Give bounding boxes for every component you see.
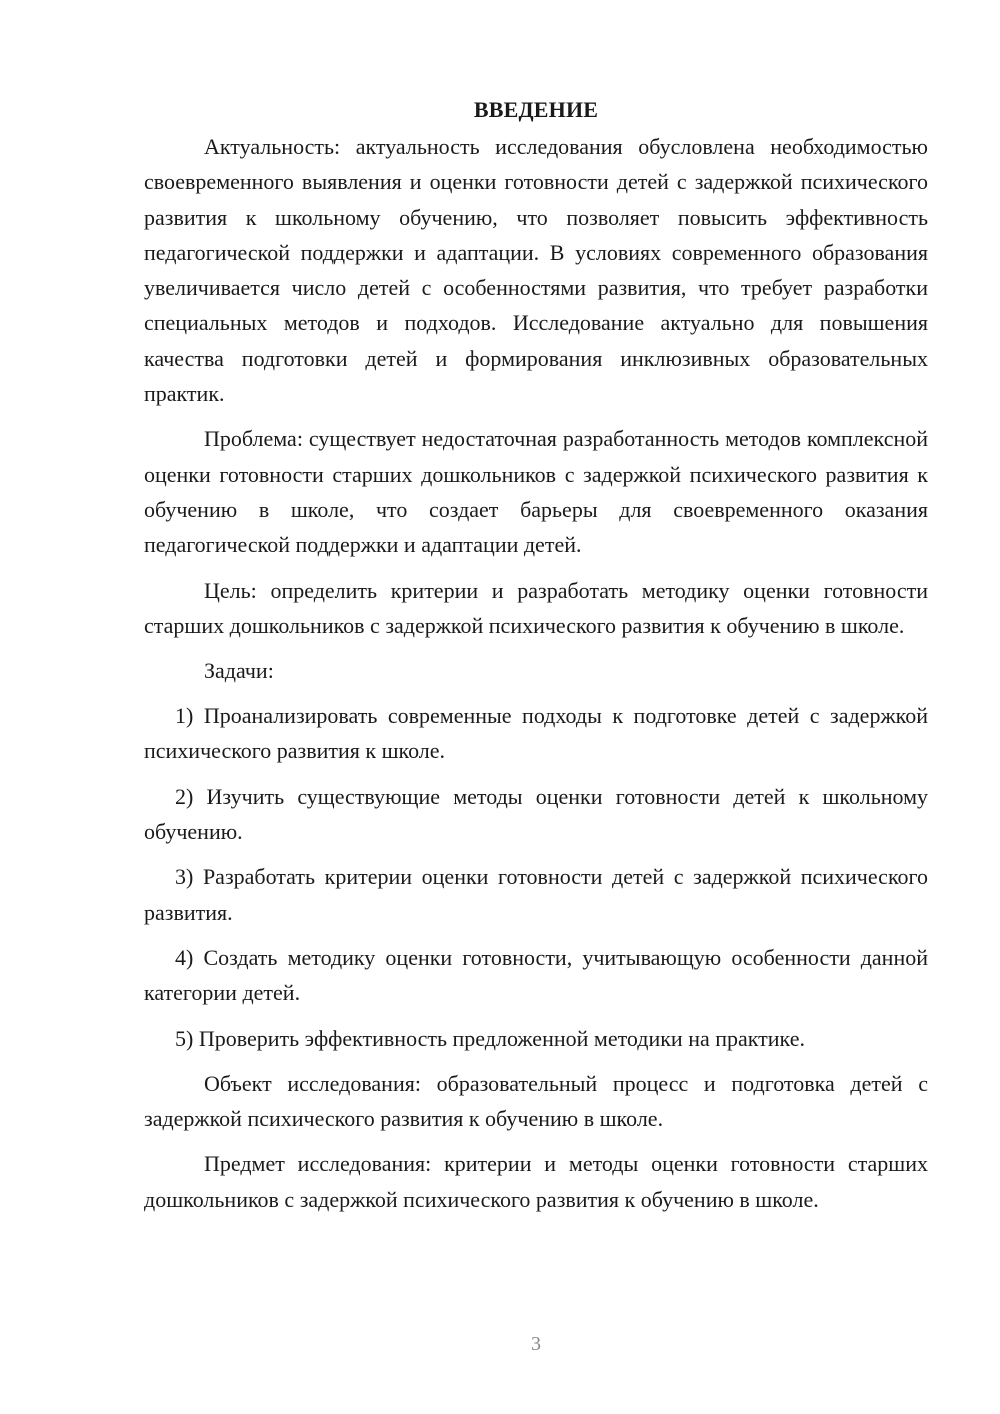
section-title: ВВЕДЕНИЕ: [473, 97, 599, 122]
document-page: [144, 92, 928, 1227]
subject-paragraph: Предмет исследования: критерии и методы оценки готовности старших дошкольников с задержкой психического развития к обучению в школе.: [144, 1151, 928, 1212]
relevance-paragraph: Актуальность: актуальность исследования обусловлена необходимостью своевременного выявления и оценки готовности детей с задержкой психического развития к школьному обучению, что позволяет повысить эффективность педагогической поддержки и адаптации. В условиях современного образования увеличивается число детей с особенностями развития, что требует разработки специальных методов и подходов. Исследование актуально для повышения качества подготовки детей и формирования инклюзивных образовательных практик.: [144, 134, 928, 407]
page-number: 3: [531, 1333, 541, 1355]
task-item-1: 1) Проанализировать современные подходы к подготовке детей с задержкой психического развития к школе.: [144, 703, 928, 764]
problem-paragraph: Проблема: существует недостаточная разработанность методов комплексной оценки готовности старших дошкольников с задержкой психического развития к обучению в школе, что создает барьеры для своевременного оказания педагогической поддержки и адаптации детей.: [144, 426, 928, 558]
object-paragraph: Объект исследования: образовательный процесс и подготовка детей с задержкой психического развития к обучению в школе.: [144, 1070, 928, 1132]
goal-paragraph: Цель: определить критерии и разработать методику оценки готовности старших дошкольников с задержкой психического развития к обучению в школе.: [144, 577, 928, 638]
task-item-2: 2) Изучить существующие методы оценки готовности детей к школьному обучению.: [144, 783, 928, 845]
task-item-5: 5) Проверить эффективность предложенной методики на практике.: [175, 1025, 805, 1051]
tasks-label: Задачи:: [204, 658, 274, 684]
task-item-3: 3) Разработать критерии оценки готовности детей с задержкой психического развития.: [144, 864, 928, 925]
task-item-4: 4) Создать методику оценки готовности, учитывающую особенности данной категории детей.: [144, 944, 928, 1006]
